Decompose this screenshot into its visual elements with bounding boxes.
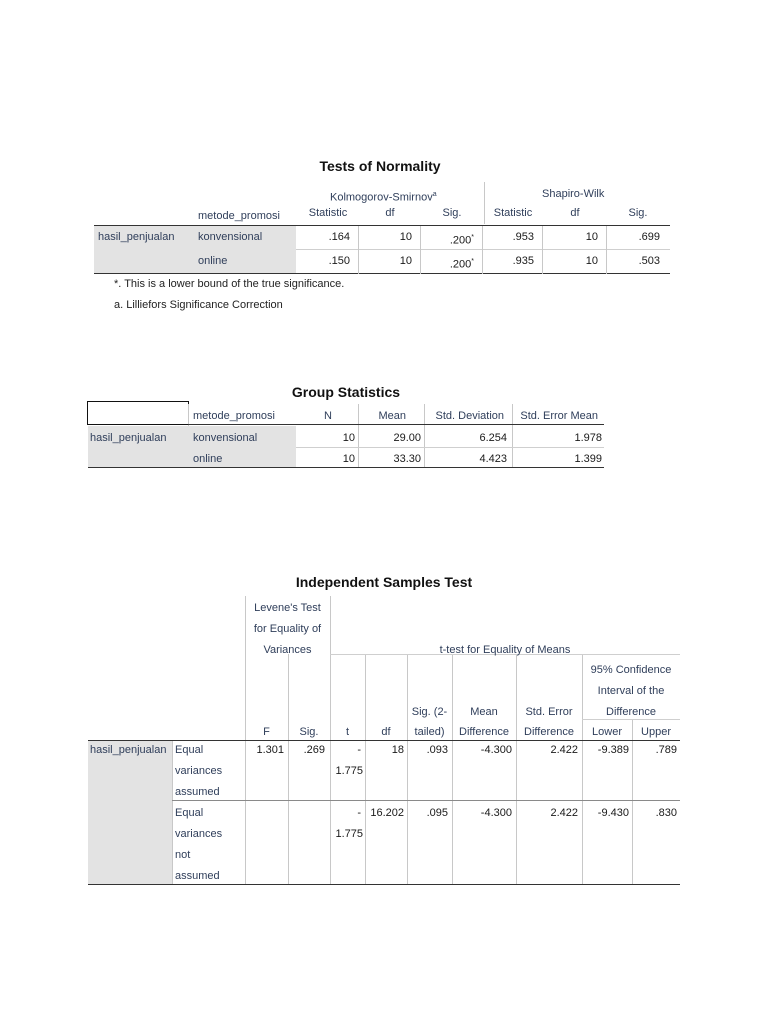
variance-label-line: Equal [175,807,204,819]
levene-header-line: Variances [263,644,312,656]
ci-header-line: Interval of the [597,685,665,697]
col-divider [420,226,421,274]
col-header: Std. Error Mean [520,410,598,422]
levene-header-line: for Equality of [253,623,322,635]
upper-value: .789 [655,744,677,756]
col-header-lower: Lower [592,726,622,738]
sw-statistic: .935 [512,255,534,267]
col-header-se-diff: Std. Error [525,706,573,718]
col-header: df [570,207,580,219]
ks-df: 10 [399,231,412,243]
col-header-upper: Upper [641,726,671,738]
table-bottom-rule [94,273,670,274]
col-divider [358,404,359,468]
ci-header-line: 95% Confidence [590,664,672,676]
variance-label-line: variances [175,828,223,840]
table-bottom-rule [88,884,680,885]
sw-statistic: .953 [512,231,534,243]
row-rule [296,249,670,250]
col-header-sig: Sig. [299,726,319,738]
col-header-f: F [263,726,270,738]
ks-sig: .200* [449,258,474,271]
col-header: N [324,410,332,422]
col-divider [542,226,543,274]
sw-df: 10 [585,255,598,267]
header-rule [94,225,670,226]
group-label: konvensional [198,231,263,243]
col-header: Mean [378,410,406,422]
se-diff-value: 2.422 [550,807,578,819]
sd-value: 4.423 [479,453,507,465]
group-label: konvensional [193,432,258,444]
col-divider [245,741,246,885]
col-divider [188,404,189,426]
ks-statistic: .150 [328,255,350,267]
variance-label-line: assumed [175,786,220,798]
col-header: Statistic [493,207,533,219]
variance-label-line: variances [175,765,223,777]
se-value: 1.399 [574,453,602,465]
ci-header-line: Difference [606,706,656,718]
ttest-header: t-test for Equality of Means [439,644,571,656]
col-header-mean-diff: Mean [470,706,498,718]
row-label: hasil_penjualan [90,432,167,444]
t-value-sign: - [357,807,361,819]
sw-sig: .503 [638,255,660,267]
sw-df: 10 [585,231,598,243]
lower-value: -9.389 [597,744,629,756]
row-label-shade [88,741,172,885]
normality-title: Tests of Normality [319,158,441,174]
col-divider [606,226,607,274]
sw-sig: .699 [638,231,660,243]
factor-header: metode_promosi [198,210,280,222]
n-value: 10 [342,453,355,465]
corner-box [87,401,189,425]
ind-test-title: Independent Samples Test [295,574,473,590]
group-label: online [198,255,228,267]
col-divider [172,741,173,885]
col-divider [330,596,331,740]
mean-value: 33.30 [393,453,421,465]
mean-diff-value: -4.300 [480,807,512,819]
group-stats-title: Group Statistics [291,384,401,400]
f-value: 1.301 [256,744,284,756]
col-divider [512,404,513,468]
n-value: 10 [342,432,355,444]
factor-header: metode_promosi [193,410,275,422]
mean-value: 29.00 [393,432,421,444]
lower-value: -9.430 [597,807,629,819]
footnote: a. Lilliefors Significance Correction [114,299,283,311]
header-rule [188,424,604,425]
footnote: *. This is a lower bound of the true significance. [114,278,345,290]
col-divider [482,226,483,274]
t-value: 1.775 [335,765,363,777]
col-header: Sig. [442,207,462,219]
sd-value: 6.254 [479,432,507,444]
row-label: hasil_penjualan [98,231,175,243]
ks-df: 10 [399,255,412,267]
col-header-se-diff: Difference [524,726,574,738]
sig2-value: .093 [426,744,448,756]
ks-statistic: .164 [328,231,350,243]
t-value-sign: - [357,744,361,756]
col-header: Sig. [628,207,648,219]
col-header-sig2: tailed) [414,726,445,738]
col-header-sig2: Sig. (2- [411,706,448,718]
sig-value: .269 [303,744,325,756]
upper-value: .830 [655,807,677,819]
group-label: online [193,453,223,465]
levene-header-line: Levene's Test [254,602,321,614]
row-label: hasil_penjualan [90,744,167,756]
col-header: Std. Deviation [435,410,504,422]
col-header-t: t [345,726,350,738]
se-value: 1.978 [574,432,602,444]
col-header-df: df [381,726,391,738]
col-header: Statistic [308,207,348,219]
row-rule [172,800,680,801]
df-value: 18 [391,744,404,756]
t-value: 1.775 [335,828,363,840]
table-bottom-rule [88,467,604,468]
df-value: 16.202 [370,807,404,819]
variance-label-line: not [175,849,191,861]
sw-group-header: Shapiro-Wilk [542,188,605,200]
ks-group-header: Kolmogorov-Smirnov$^a$ [330,191,437,204]
ks-sig: .200* [449,234,474,247]
row-rule [296,447,604,448]
sig2-value: .095 [426,807,448,819]
variance-label-line: assumed [175,870,220,882]
col-divider [424,404,425,468]
variance-label-line: Equal [175,744,204,756]
col-divider [358,226,359,274]
header-rule [88,740,680,741]
col-divider [288,741,289,885]
se-diff-value: 2.422 [550,744,578,756]
col-header-mean-diff: Difference [459,726,509,738]
col-header: df [385,207,395,219]
mean-diff-value: -4.300 [480,744,512,756]
